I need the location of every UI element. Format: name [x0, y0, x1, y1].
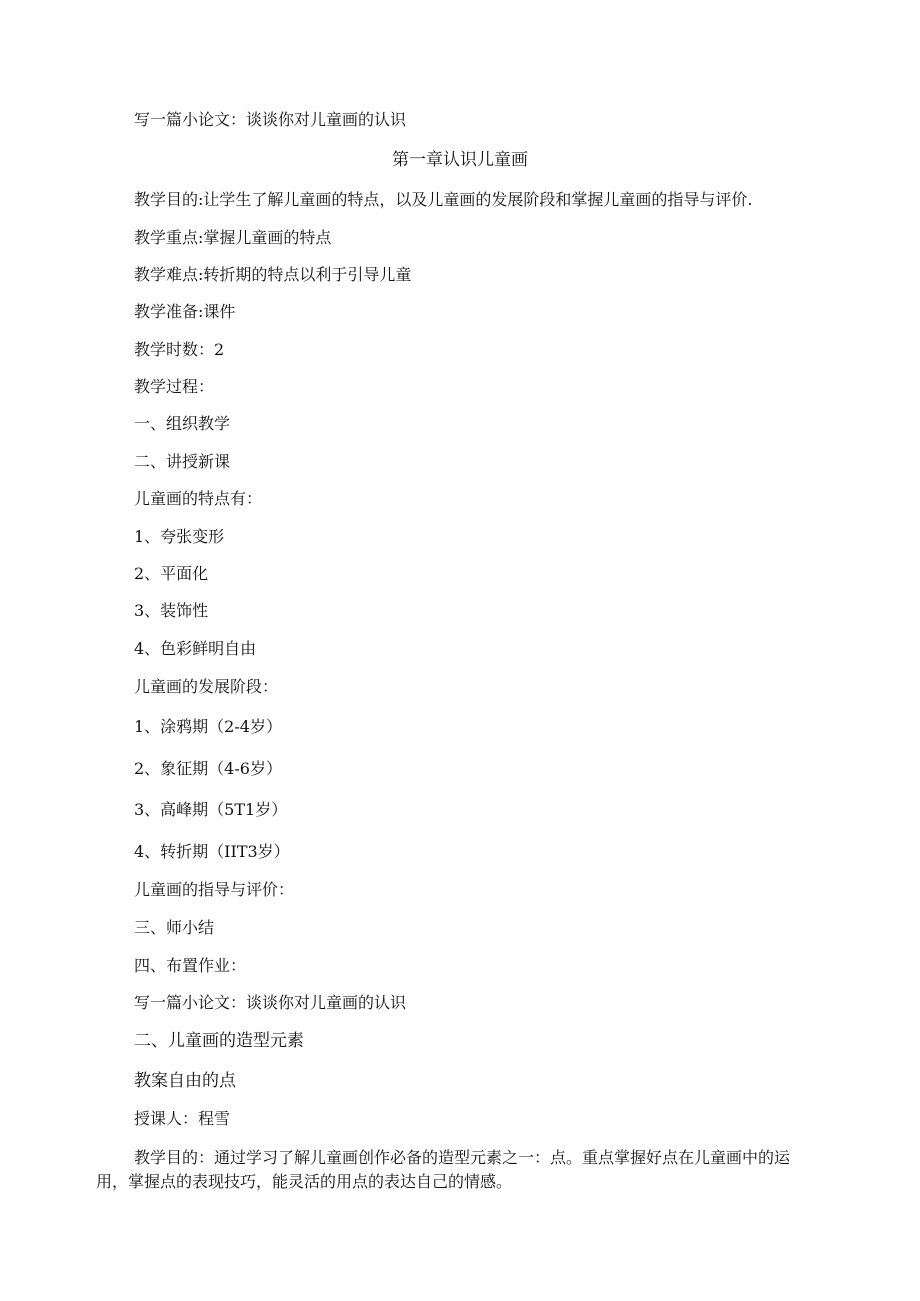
- list-item: 2、象征期（4-6岁）: [134, 759, 282, 778]
- text-line: 三、师小结: [134, 918, 215, 937]
- text-line: 教学难点:转折期的特点以利于引导儿童: [134, 265, 412, 284]
- list-item: 1、夸张变形: [134, 527, 225, 546]
- chapter-title: 第一章认识儿童画: [392, 150, 528, 170]
- text-line: 二、讲授新课: [134, 452, 231, 471]
- text-line: 四、布置作业：: [134, 956, 247, 975]
- text-line: 写一篇小论文：谈谈你对儿童画的认识: [134, 993, 407, 1012]
- list-item: 4、色彩鲜明自由: [134, 639, 257, 658]
- text-line: 教学过程：: [134, 377, 215, 396]
- list-item: 2、平面化: [134, 564, 209, 583]
- text-line: 儿童画的特点有：: [134, 489, 263, 508]
- text-line: 教学时数：2: [134, 340, 225, 359]
- list-item: 1、涂鸦期（2-4岁）: [134, 717, 282, 736]
- text-line: 儿童画的指导与评价：: [134, 880, 295, 899]
- text-line: 教学重点:掌握儿童画的特点: [134, 228, 332, 247]
- list-item: 4、转折期（IIT3岁）: [134, 842, 290, 861]
- objective-paragraph: 教学目的：通过学习了解儿童画创作必备的造型元素之一：点。重点掌握好点在儿童画中的运用，掌握点的表现技巧，能灵活的用点的表达自己的情感。: [96, 1148, 791, 1191]
- instructor-line: 授课人：程雪: [134, 1109, 231, 1128]
- text-line: 一、组织教学: [134, 414, 231, 433]
- list-item: 3、装饰性: [134, 601, 209, 620]
- list-item: 3、高峰期（5T1岁）: [134, 800, 288, 819]
- text-line: 教学目的:让学生了解儿童画的特点，以及儿童画的发展阶段和掌握儿童画的指导与评价.: [134, 190, 753, 209]
- section-heading: 二、儿童画的造型元素: [134, 1031, 304, 1051]
- lesson-title: 教案自由的点: [134, 1071, 236, 1091]
- text-line: 儿童画的发展阶段：: [134, 677, 279, 696]
- text-line: 教学准备:课件: [134, 302, 236, 321]
- text-line: 写一篇小论文：谈谈你对儿童画的认识: [134, 110, 407, 129]
